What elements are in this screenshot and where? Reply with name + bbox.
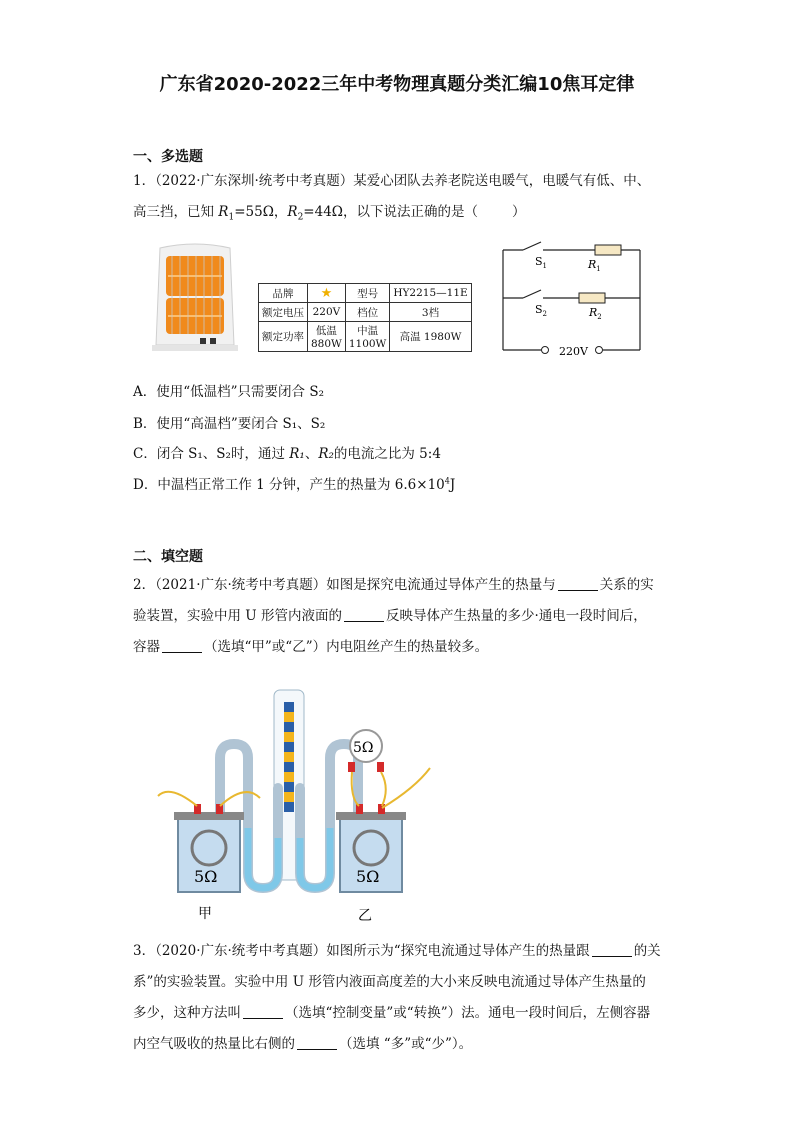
voltage-label: 220V [559,345,588,358]
switch-s2-label: $S_2$ [535,303,548,318]
question-1-line-1: 1．（2022·广东深圳·统考中考真题）某爱心团队去养老院送电暖气，电暖气有低、中、 [133,173,651,189]
question-2: 2．（2021·广东·统考中考真题）如图是探究电流通过导体产生的热量与 关系的实 验装置，实验中用 U 形管内液面的 反映导体产生热量的多少·通电一段时间后， 容器 （选填“甲”或“乙”）内电阻丝产生的热量较多。 [133,577,654,655]
left-resistance-label: 5Ω [194,867,218,886]
circuit-diagram [495,240,650,360]
switch-s1-label: $S_1$ [535,255,548,270]
answer-blank[interactable] [297,1035,337,1050]
resistor-r2-label: $R_2$ [589,306,602,321]
question-1-line-2: 高三挡，已知 $R_1=55\Omega$，$R_2=44\Omega$，以下说法正确的是（ ） [133,204,526,223]
table-row: 额定电压 220V 档位 3档 [259,303,472,322]
answer-blank[interactable] [162,638,202,653]
section-heading-fill-blank: 二、填空题 [133,549,203,565]
option-a[interactable]: A．使用“低温档”只需要闭合 S₂ [133,384,325,400]
resistor-r1-label: $R_1$ [588,258,601,273]
table-row: 额定功率 低温 880W 中温 1100W 高温 1980W [259,322,472,352]
section-heading-multiple-choice: 一、多选题 [133,149,203,165]
option-c[interactable]: C．闭合 S₁、S₂时，通过 R₁、R₂的电流之比为 5:4 [133,446,441,462]
answer-blank[interactable] [592,942,632,957]
right-resistance-label: 5Ω [356,867,380,886]
answer-blank[interactable] [344,607,384,622]
heater-spec-table [258,283,472,352]
question-3: 3．（2020·广东·统考中考真题）如图所示为“探究电流通过导体产生的热量跟 的关 系”的实验装置。实验中用 U 形管内液面高度差的大小来反映电流通过导体产生热量的 多少，这种方法叫 （选填“控制变量”或“转换”）法。通电一段时间后，左侧容器 内空气吸收的热量比右侧的 （选填 “多”或“少”）。 [133,943,661,1052]
table-row: 品牌 ★ 型号 HY2215—11E [259,284,472,303]
answer-blank[interactable] [243,1004,283,1019]
option-b[interactable]: B．使用“高温档”要闭合 S₁、S₂ [133,416,326,432]
page-title: 广东省2020-2022三年中考物理真题分类汇编10焦耳定律 [159,74,635,95]
joule-experiment-figure [150,688,440,928]
heater-image [150,240,240,355]
option-d[interactable]: D．中温档正常工作 1 分钟，产生的热量为 $6.6\times 10^4J$ [133,476,456,493]
answer-blank[interactable] [558,576,598,591]
star-icon: ★ [308,284,346,303]
container-yi-label: 乙 [358,908,372,924]
question-1 [133,166,673,234]
outer-resistance-label: 5Ω [353,740,374,756]
container-jia-label: 甲 [198,906,212,922]
